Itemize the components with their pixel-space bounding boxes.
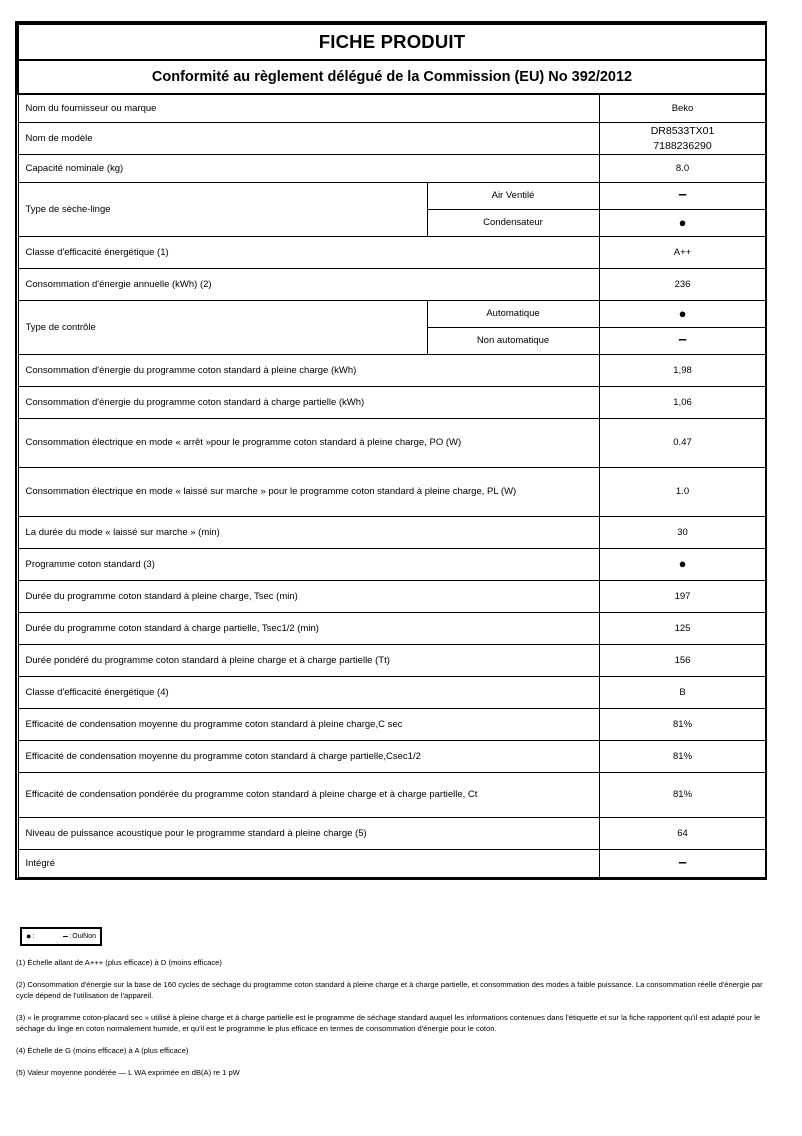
bullet-icon: ● [678,214,687,230]
power-off-value: 0.47 [599,419,766,468]
document-subtitle: Conformité au règlement délégué de la Commission (EU) No 392/2012 [18,60,766,94]
table-row [18,645,766,677]
csec-half-label: Efficacité de condensation moyenne du programme coton standard à charge partielle,Csec1/2 [18,741,599,773]
legend-no [63,932,96,942]
supplier-value: Beko [599,94,766,123]
footnotes [16,957,782,1078]
supplier-label: Nom du fournisseur ou marque [18,94,599,123]
energy-partial-value: 1,06 [599,387,766,419]
table-row [18,741,766,773]
footnote-1: (1) Échelle allant de A+++ (plus efficace) à D (moins efficace) [16,958,222,967]
document-title: FICHE PRODUIT [18,24,766,60]
legend-yes-colon: : [32,933,35,940]
bullet-icon: ● [26,931,32,941]
table-row [18,183,766,210]
legend-yes [26,932,35,941]
table-row [18,773,766,818]
legend-no-text: Non [83,933,96,940]
annual-energy-value: 236 [599,269,766,301]
table-row [18,123,766,155]
table-row [18,613,766,645]
dash-icon: – [678,186,687,204]
model-label: Nom de modèle [18,123,599,155]
table-row [18,94,766,123]
power-left-on-label: Consommation électrique en mode « laissé sur marche » pour le programme coton standard à pleine charge, PL (W) [18,468,599,517]
table-row [18,709,766,741]
footnote-5: (5) Valeur moyenne pondérée — L WA exprimée en dB(A) re 1 pW [16,1068,240,1077]
control-type-automatic-value [599,301,766,328]
document-title-row [18,24,766,60]
footnote-2: (2) Consommation d'énergie sur la base de 160 cycles de séchage du programme coton standard à pleine charge et à charge partielle, et consommation des modes à faible puissance. La consommation réelle d'énergie par cycle dépend de l'utilisation de l'appareil. [16,980,763,1000]
table-row [18,269,766,301]
integrated-label: Intégré [18,850,599,878]
tsec-value: 197 [599,581,766,613]
power-left-on-value: 1.0 [599,468,766,517]
power-off-label: Consommation électrique en mode « arrêt »pour le programme coton standard à pleine charge, PO (W) [18,419,599,468]
table-row [18,387,766,419]
table-row [18,581,766,613]
product-fiche-table [15,21,767,880]
control-type-automatic-label: Automatique [427,301,599,328]
capacity-label: Capacité nominale (kg) [18,155,599,183]
footnote-4: (4) Échelle de G (moins efficace) à A (plus efficace) [16,1046,189,1055]
table-row [18,301,766,328]
control-type-nonautomatic-label: Non automatique [427,328,599,355]
condensation-class-label: Classe d'efficacité énergétique (4) [18,677,599,709]
condensation-class-value: B [599,677,766,709]
symbol-legend [20,927,102,946]
table-row [18,355,766,387]
ct-label: Efficacité de condensation pondérée du programme coton standard à pleine charge et à charge partielle, Ct [18,773,599,818]
energy-full-label: Consommation d'énergie du programme coton standard à pleine charge (kWh) [18,355,599,387]
dryer-type-vented-value [599,183,766,210]
table-row [18,549,766,581]
table-row [18,237,766,269]
noise-value: 64 [599,818,766,850]
tsec-label: Durée du programme coton standard à pleine charge, Tsec (min) [18,581,599,613]
tsec-half-value: 125 [599,613,766,645]
tsec-half-label: Durée du programme coton standard à charge partielle, Tsec1/2 (min) [18,613,599,645]
legend-no-colon: : [69,933,72,940]
csec-label: Efficacité de condensation moyenne du programme coton standard à pleine charge,C sec [18,709,599,741]
tt-label: Durée pondéré du programme coton standard à pleine charge et à charge partielle (Tt) [18,645,599,677]
control-type-nonautomatic-value [599,328,766,355]
table-row [18,468,766,517]
dryer-type-vented-label: Air Ventilé [427,183,599,210]
capacity-value: 8.0 [599,155,766,183]
dash-icon: – [678,853,687,871]
table-row [18,850,766,878]
model-value-line2: 7188236290 [653,139,712,152]
left-on-duration-value: 30 [599,517,766,549]
bullet-icon: ● [678,305,687,321]
table-row [18,419,766,468]
model-value [599,123,766,155]
annual-energy-label: Consommation d'énergie annuelle (kWh) (2) [18,269,599,301]
dryer-type-label: Type de sèche-linge [18,183,427,237]
dryer-type-condenser-label: Condensateur [427,210,599,237]
table-row [18,818,766,850]
left-on-duration-label: La durée du mode « laissé sur marche » (min) [18,517,599,549]
dash-icon: – [678,331,687,349]
energy-partial-label: Consommation d'énergie du programme coton standard à charge partielle (kWh) [18,387,599,419]
energy-full-value: 1,98 [599,355,766,387]
bullet-icon: ● [678,556,687,572]
table-row [18,677,766,709]
csec-value: 81% [599,709,766,741]
ct-value: 81% [599,773,766,818]
energy-class-value: A++ [599,237,766,269]
csec-half-value: 81% [599,741,766,773]
standard-program-value [599,549,766,581]
table-row [18,155,766,183]
integrated-value [599,850,766,878]
footnote-3: (3) « le programme coton-placard sec » utilisé à pleine charge et à charge partielle est le programme de séchage standard auquel les informations contenues dans l'étiquette et sur la fiche rapportent qu'il est adapté pour le séchage du linge en coton normalement humide, et qu'il est le programme le plus efficace en termes de consommation d'énergie pour le coton. [16,1013,761,1033]
noise-label: Niveau de puissance acoustique pour le programme standard à pleine charge (5) [18,818,599,850]
tt-value: 156 [599,645,766,677]
model-value-line1: DR8533TX01 [650,125,715,138]
energy-class-label: Classe d'efficacité énergétique (1) [18,237,599,269]
legend-yes-text: Oui [72,933,84,940]
table-row [18,517,766,549]
standard-program-label: Programme coton standard (3) [18,549,599,581]
dryer-type-condenser-value [599,210,766,237]
document-subtitle-row [18,60,766,94]
control-type-label: Type de contrôle [18,301,427,355]
dash-icon: – [62,930,69,942]
